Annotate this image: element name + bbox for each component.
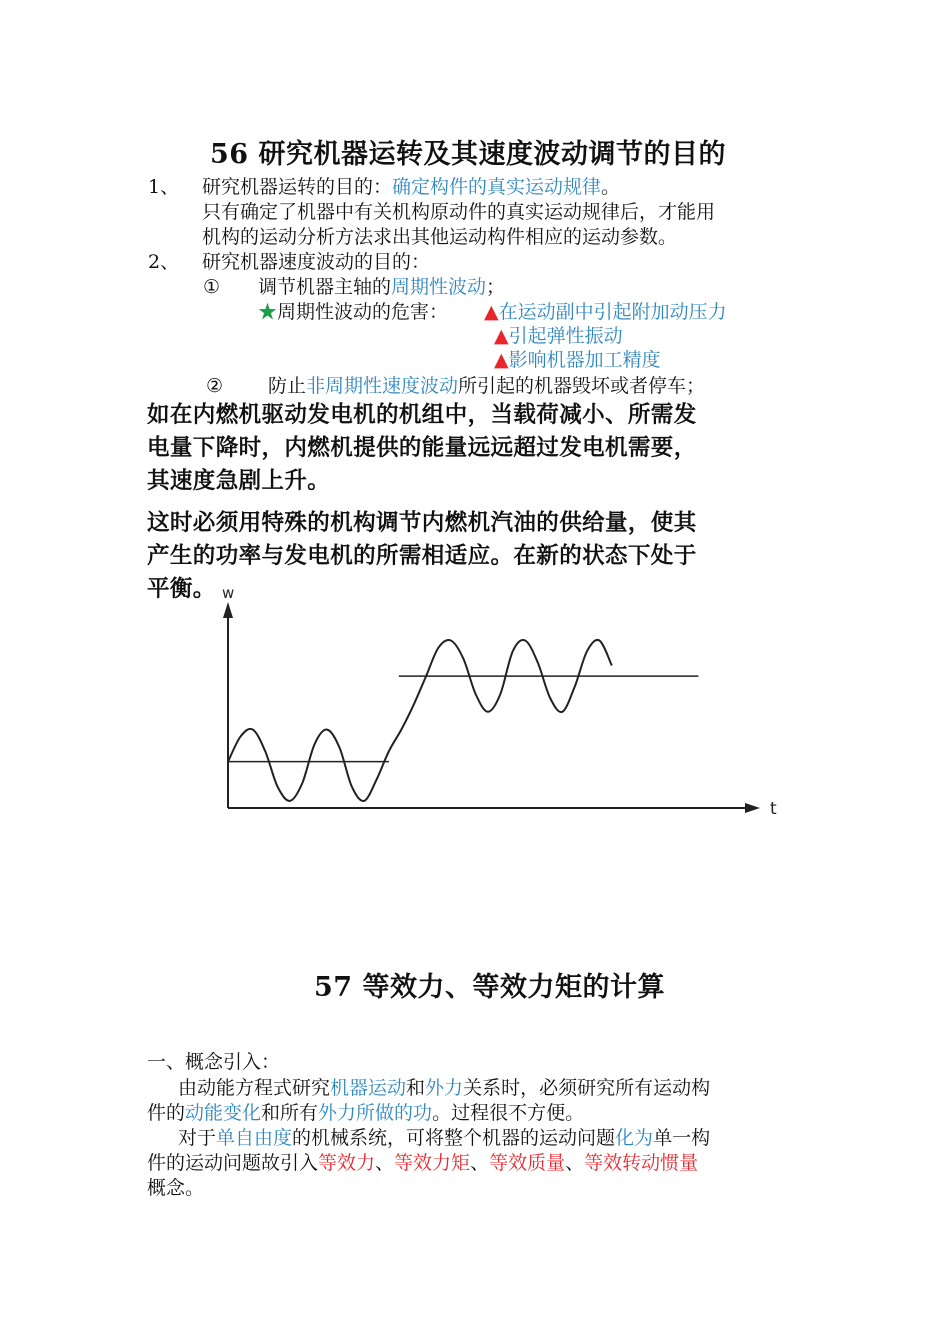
text-run: 由动能方程式研究 [178, 1077, 331, 1099]
example-line: 产生的功率与发电机的所需相适应。在新的状态下处于 [147, 543, 697, 569]
text-run: 、 [375, 1152, 395, 1174]
text-run: 和所有 [261, 1102, 319, 1124]
text-run: 件的运动问题故引入 [147, 1152, 319, 1174]
hazard-label: 周期性波动的危害： [277, 301, 449, 323]
paragraph-2-line-3: 概念。 [147, 1177, 205, 1199]
sub-item-1-line [258, 275, 505, 300]
highlight-run: 等效转动惯量 [584, 1152, 699, 1174]
text-run: 、 [470, 1152, 490, 1174]
paragraph-1-line-2 [147, 1101, 584, 1126]
item-2-text: 研究机器速度波动的目的： [202, 251, 431, 273]
highlight-run: 等效力 [318, 1152, 376, 1174]
item-1-paragraph-line-2: 机构的运动分析方法求出其他运动构件相应的运动参数。 [202, 226, 678, 248]
text-run: 件的 [147, 1102, 186, 1124]
triangle-icon: ▲ [494, 325, 509, 347]
item-1-highlight: 确定构件的真实运动规律 [392, 176, 602, 198]
x-axis-arrow-icon [745, 803, 760, 813]
y-axis-arrow-icon [223, 602, 233, 618]
sub-item-2-text: 防止 [268, 375, 307, 397]
hazard-text: 影响机器加工精度 [508, 349, 661, 371]
y-axis-label: w [222, 584, 235, 602]
text-run: 、 [565, 1152, 585, 1174]
text-run: 单一构 [653, 1127, 711, 1149]
triangle-icon: ▲ [494, 349, 509, 371]
item-1-line [202, 175, 620, 200]
sub-item-2-line [268, 374, 705, 399]
hazard-text: 在运动副中引起附加动压力 [498, 301, 727, 323]
example-line: 其速度急剧上升。 [147, 468, 331, 494]
highlight-run: 等效质量 [489, 1152, 566, 1174]
highlight-run: 单自由度 [216, 1127, 293, 1149]
paragraph-2-line-2 [147, 1151, 698, 1176]
sub-item-2-end: 所引起的机器毁坏或者停车； [458, 375, 706, 397]
paragraph-2-line-1 [178, 1126, 710, 1151]
sub-item-1-highlight: 周期性波动 [391, 276, 487, 298]
paragraph-1-line-1 [178, 1076, 710, 1101]
text-run: 对于 [178, 1127, 217, 1149]
highlight-run: 等效力矩 [394, 1152, 471, 1174]
sub-item-1-text: 调节机器主轴的 [258, 276, 392, 298]
item-2-number: 2、 [148, 251, 180, 273]
example-line: 平衡。 [147, 576, 216, 602]
item-1-end: 。 [601, 176, 621, 198]
triangle-icon: ▲ [484, 301, 499, 323]
example-line: 这时必须用特殊的机构调节内燃机汽油的供给量，使其 [147, 510, 697, 536]
sub-item-1-number: ① [203, 276, 221, 298]
example-line: 电量下降时，内燃机提供的能量远远超过发电机需要， [147, 435, 697, 461]
hazard-label-line [258, 300, 448, 325]
highlight-run: 动能变化 [185, 1102, 262, 1124]
text-run: 关系时，必须研究所有运动构 [463, 1077, 711, 1099]
highlight-run: 外力 [425, 1077, 464, 1099]
sub-item-2-highlight: 非周期性速度波动 [306, 375, 459, 397]
hazard-item [494, 324, 623, 349]
item-1-paragraph-line-1: 只有确定了机器中有关机构原动件的真实运动规律后，才能用 [202, 201, 716, 223]
speed-fluctuation-graph [200, 580, 820, 830]
sub-item-2-number: ② [206, 375, 224, 397]
section-56-title: 56 研究机器运转及其速度波动调节的目的 [210, 139, 726, 170]
star-icon: ★ [258, 301, 278, 323]
sub-item-1-end: ； [486, 276, 506, 298]
item-1-number: 1、 [148, 176, 180, 198]
highlight-run: 外力所做的功 [318, 1102, 433, 1124]
hazard-item [484, 300, 727, 325]
item-1-text: 研究机器运转的目的： [202, 176, 393, 198]
speed-curve [228, 640, 612, 801]
text-run: 。过程很不方便。 [432, 1102, 585, 1124]
text-run: 的机械系统，可将整个机器的运动问题 [292, 1127, 616, 1149]
example-line: 如在内燃机驱动发电机的机组中，当载荷减小、所需发 [147, 402, 697, 428]
highlight-run: 化为 [615, 1127, 654, 1149]
concept-heading: 一、概念引入： [147, 1051, 281, 1073]
hazard-text: 引起弹性振动 [508, 325, 623, 347]
highlight-run: 机器运动 [330, 1077, 407, 1099]
x-axis-label: t [770, 799, 777, 819]
text-run: 和 [406, 1077, 426, 1099]
section-57-title: 57 等效力、等效力矩的计算 [314, 972, 665, 1003]
hazard-item [494, 348, 661, 373]
